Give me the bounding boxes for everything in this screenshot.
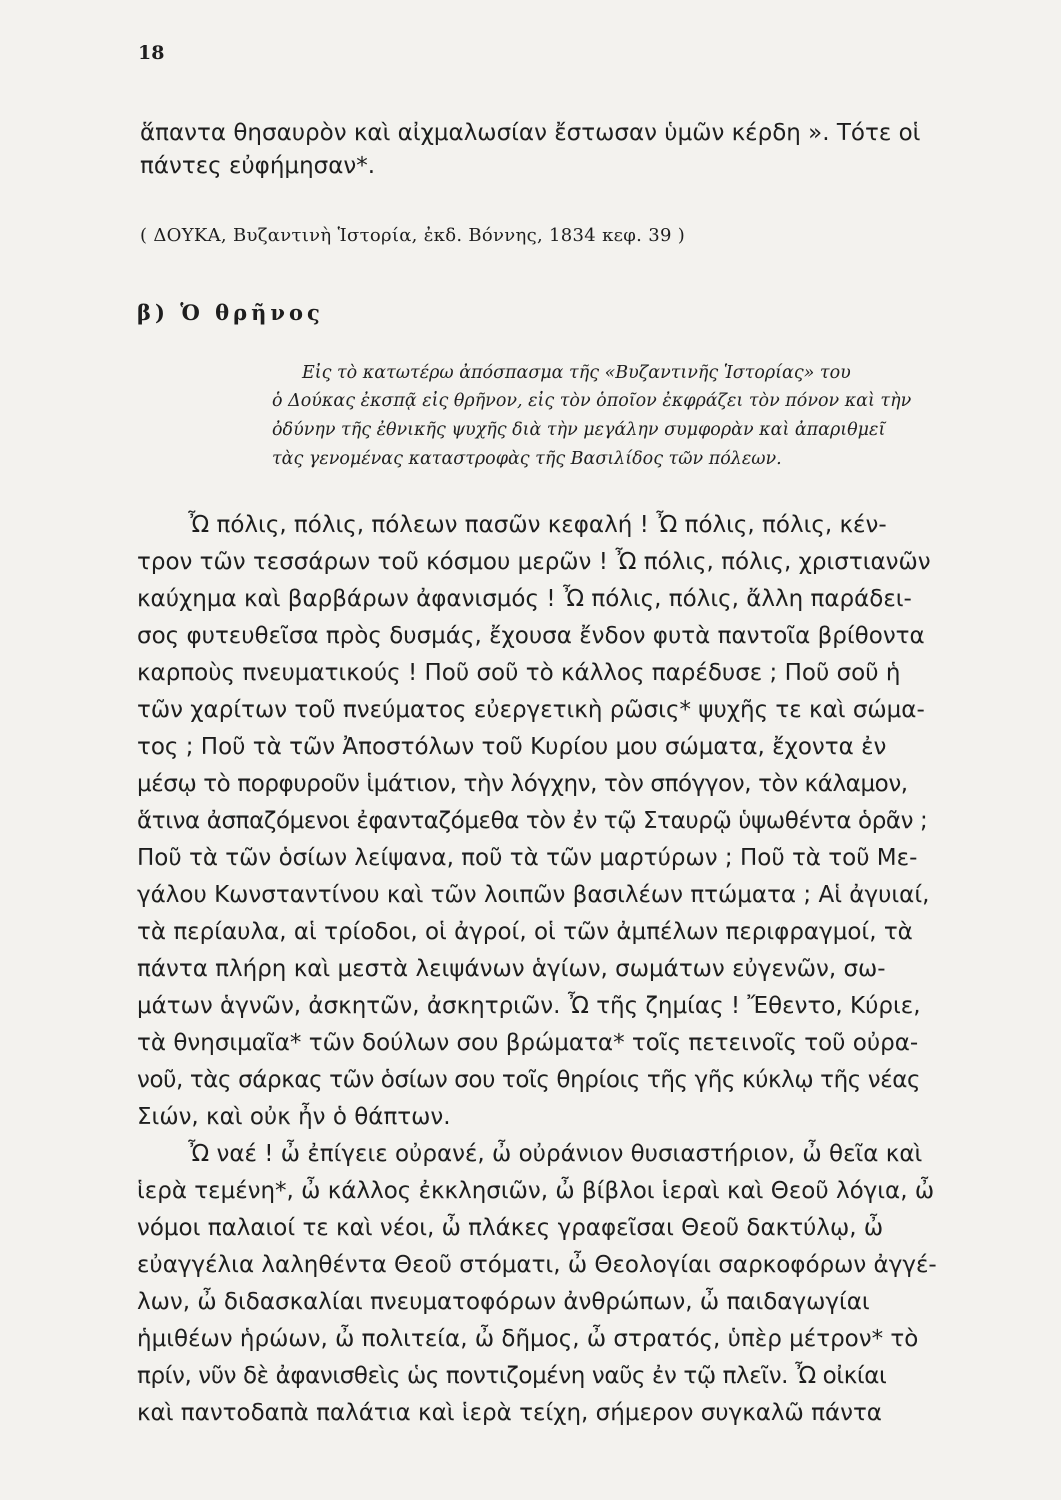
intro-line: ὀδύνην τῆς ἐθνικῆς ψυχῆς διὰ τὴν μεγάλην συμφορὰν καὶ ἀπαριθμεῖ: [272, 420, 886, 440]
body-line: γάλου Κωνσταντίνου καὶ τῶν λοιπῶν βασιλέων πτώματα ; Αἱ ἀγυιαί,: [137, 882, 930, 908]
body-line: πάντα πλήρη καὶ μεστὰ λειψάνων ἁγίων, σωμάτων εὐγενῶν, σω-: [137, 956, 886, 982]
body-line: Ὦ πόλις, πόλις, πόλεων πασῶν κεφαλή ! Ὦ πόλις, πόλις, κέν-: [188, 512, 887, 538]
body-line: Σιών, καὶ οὐκ ἦν ὁ θάπτων.: [137, 1104, 451, 1130]
body-line: τῶν χαρίτων τοῦ πνεύματος εὐεργετικὴ ρῶσις* ψυχῆς τε καὶ σώμα-: [137, 697, 925, 723]
body-line: καρποὺς πνευματικούς ! Ποῦ σοῦ τὸ κάλλος παρέδυσε ; Ποῦ σοῦ ἡ: [137, 660, 901, 686]
page-number: 18: [138, 42, 165, 64]
body-line: νοῦ, τὰς σάρκας τῶν ὁσίων σου τοῖς θηρίοις τῆς γῆς κύκλῳ τῆς νέας: [137, 1067, 921, 1093]
body-line: ἅτινα ἀσπαζόμενοι ἐφανταζόμεθα τὸν ἐν τῷ Σταυρῷ ὑψωθέντα ὁρᾶν ;: [137, 808, 928, 834]
intro-line: Εἰς τὸ κατωτέρω ἀπόσπασμα τῆς «Βυζαντινῆς Ἱστορίας» του: [302, 363, 851, 383]
body-line: μέσῳ τὸ πορφυροῦν ἱμάτιον, τὴν λόγχην, τὸν σπόγγον, τὸν κάλαμον,: [137, 771, 908, 797]
intro-line: τὰς γενομένας καταστροφὰς τῆς Βασιλίδος τῶν πόλεων.: [272, 449, 782, 469]
body-line: Ποῦ τὰ τῶν ὁσίων λείψανα, ποῦ τὰ τῶν μαρτύρων ; Ποῦ τὰ τοῦ Με-: [137, 845, 918, 871]
body-line: καὶ παντοδαπὰ παλάτια καὶ ἱερὰ τείχη, σήμερον συγκαλῶ πάντα: [137, 1400, 882, 1426]
body-line: πρίν, νῦν δὲ ἀφανισθεὶς ὡς ποντιζομένη ναῦς ἐν τῷ πλεῖν. Ὦ οἰκίαι: [137, 1363, 887, 1389]
text-line: ἅπαντα θησαυρὸν καὶ αἰχμαλωσίαν ἔστωσαν ὑμῶν κέρδη ». Τότε οἱ: [140, 120, 921, 146]
body-line: ἡμιθέων ἡρώων, ὦ πολιτεία, ὦ δῆμος, ὦ στρατός, ὑπὲρ μέτρον* τὸ: [137, 1326, 919, 1352]
section-heading: β) Ὁ θρῆνος: [137, 300, 324, 325]
text-line: πάντες εὐφήμησαν*.: [140, 153, 376, 179]
intro-line: ὁ Δούκας ἐκσπᾷ εἰς θρῆνον, εἰς τὸν ὁποῖον ἐκφράζει τὸν πόνον καὶ τὴν: [272, 391, 912, 411]
body-line: τος ; Ποῦ τὰ τῶν Ἀποστόλων τοῦ Κυρίου μου σώματα, ἔχοντα ἐν: [137, 734, 887, 760]
body-line: καύχημα καὶ βαρβάρων ἀφανισμός ! Ὦ πόλις, πόλις, ἄλλη παράδει-: [137, 586, 912, 612]
body-line: ἱερὰ τεμένη*, ὦ κάλλος ἐκκλησιῶν, ὦ βίβλοι ἱεραὶ καὶ Θεοῦ λόγια, ὦ: [137, 1178, 935, 1204]
source-citation: ( ΔΟΥΚΑ, Βυζαντινὴ Ἱστορία, ἐκδ. Βόννης, 1834 κεφ. 39 ): [140, 225, 686, 246]
body-line: Ὦ ναέ ! ὦ ἐπίγειε οὐρανέ, ὦ οὐράνιον θυσιαστήριον, ὦ θεῖα καὶ: [188, 1141, 923, 1167]
body-line: τὰ θνησιμαῖα* τῶν δούλων σου βρώματα* τοῖς πετεινοῖς τοῦ οὐρα-: [137, 1030, 919, 1056]
body-line: σος φυτευθεῖσα πρὸς δυσμάς, ἔχουσα ἔνδον φυτὰ παντοῖα βρίθοντα: [137, 623, 925, 649]
body-line: τρον τῶν τεσσάρων τοῦ κόσμου μερῶν ! Ὦ πόλις, πόλις, χριστιανῶν: [137, 549, 931, 575]
body-line: μάτων ἁγνῶν, ἀσκητῶν, ἀσκητριῶν. Ὦ τῆς ζημίας ! Ἔθεντο, Κύριε,: [137, 993, 921, 1019]
body-line: λων, ὦ διδασκαλίαι πνευματοφόρων ἀνθρώπων, ὦ παιδαγωγίαι: [137, 1289, 870, 1315]
body-line: εὐαγγέλια λαληθέντα Θεοῦ στόματι, ὦ Θεολογίαι σαρκοφόρων ἀγγέ-: [137, 1252, 937, 1278]
body-line: τὰ περίαυλα, αἱ τρίοδοι, οἱ ἀγροί, οἱ τῶν ἀμπέλων περιφραγμοί, τὰ: [137, 919, 913, 945]
body-line: νόμοι παλαιοί τε καὶ νέοι, ὦ πλάκες γραφεῖσαι Θεοῦ δακτύλῳ, ὦ: [137, 1215, 884, 1241]
